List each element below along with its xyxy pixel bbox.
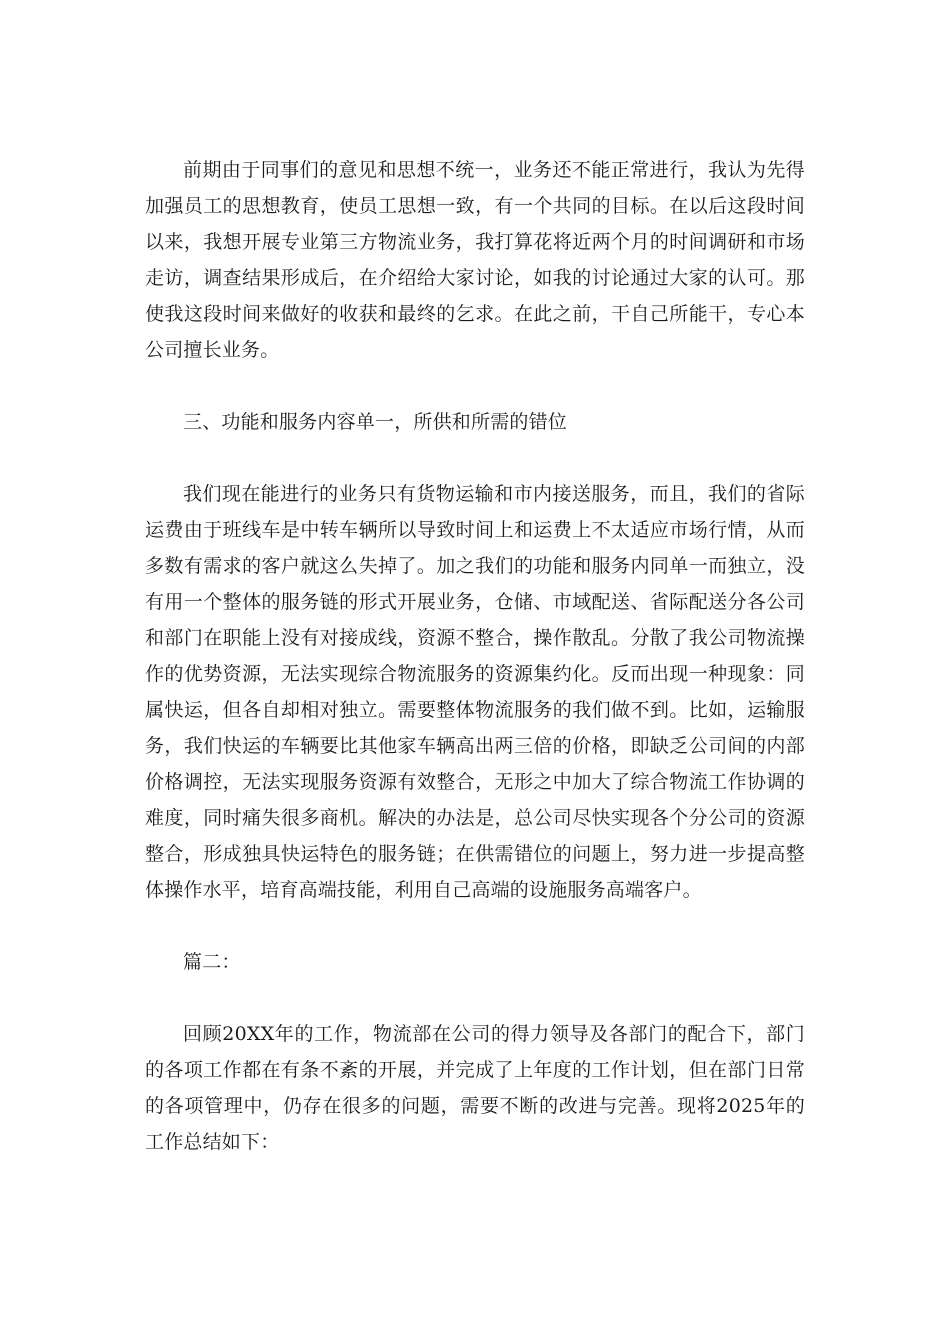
part-two-label: 篇二：: [183, 951, 241, 973]
section-heading: 三、功能和服务内容单一，所供和所需的错位: [183, 411, 568, 433]
paragraph-services: 我们现在能进行的业务只有货物运输和市内接送服务，而且，我们的省际运费由于班线车是中转车辆所以导致时间上和运费上不太适应市场行情，从而多数有需求的客户就这么失掉了。加之我们的功能和服务内同单一而独立，没有用一个整体的服务链的形式开展业务，仓储、市域配送、省际配送分各公司和部门在职能上没有对接成线，资源不整合，操作散乱。分散了我公司物流操作的优势资源，无法实现综合物流服务的资源集约化。反而出现一种现象：同属快运，但各自却相对独立。需要整体物流服务的我们做不到。比如，运输服务，我们快运的车辆要比其他家车辆高出两三倍的价格，即缺乏公司间的内部价格调控，无法实现服务资源有效整合，无形之中加大了综合物流工作协调的难度，同时痛失很多商机。解决的办法是，总公司尽快实现各个分公司的资源整合，形成独具快运特色的服务链；在供需错位的问题上，努力进一步提高整体操作水平，培育高端技能，利用自己高端的设施服务高端客户。: [145, 483, 805, 901]
document-page: [145, 152, 805, 1160]
paragraph-review: 回顾20XX年的工作，物流部在公司的得力领导及各部门的配合下，部门的各项工作都在有条不紊的开展，并完成了上年度的工作计划，但在部门日常的各项管理中，仍存在很多的问题，需要不断的改进与完善。现将2025年的工作总结如下：: [145, 1023, 805, 1153]
paragraph-plan: 前期由于同事们的意见和思想不统一，业务还不能正常进行，我认为先得加强员工的思想教育，使员工思想一致，有一个共同的目标。在以后这段时间以来，我想开展专业第三方物流业务，我打算花将近两个月的时间调研和市场走访，调查结果形成后，在介绍给大家讨论，如我的讨论通过大家的认可。那使我这段时间来做好的收获和最终的乞求。在此之前，干自己所能干，专心本公司擅长业务。: [145, 159, 805, 361]
